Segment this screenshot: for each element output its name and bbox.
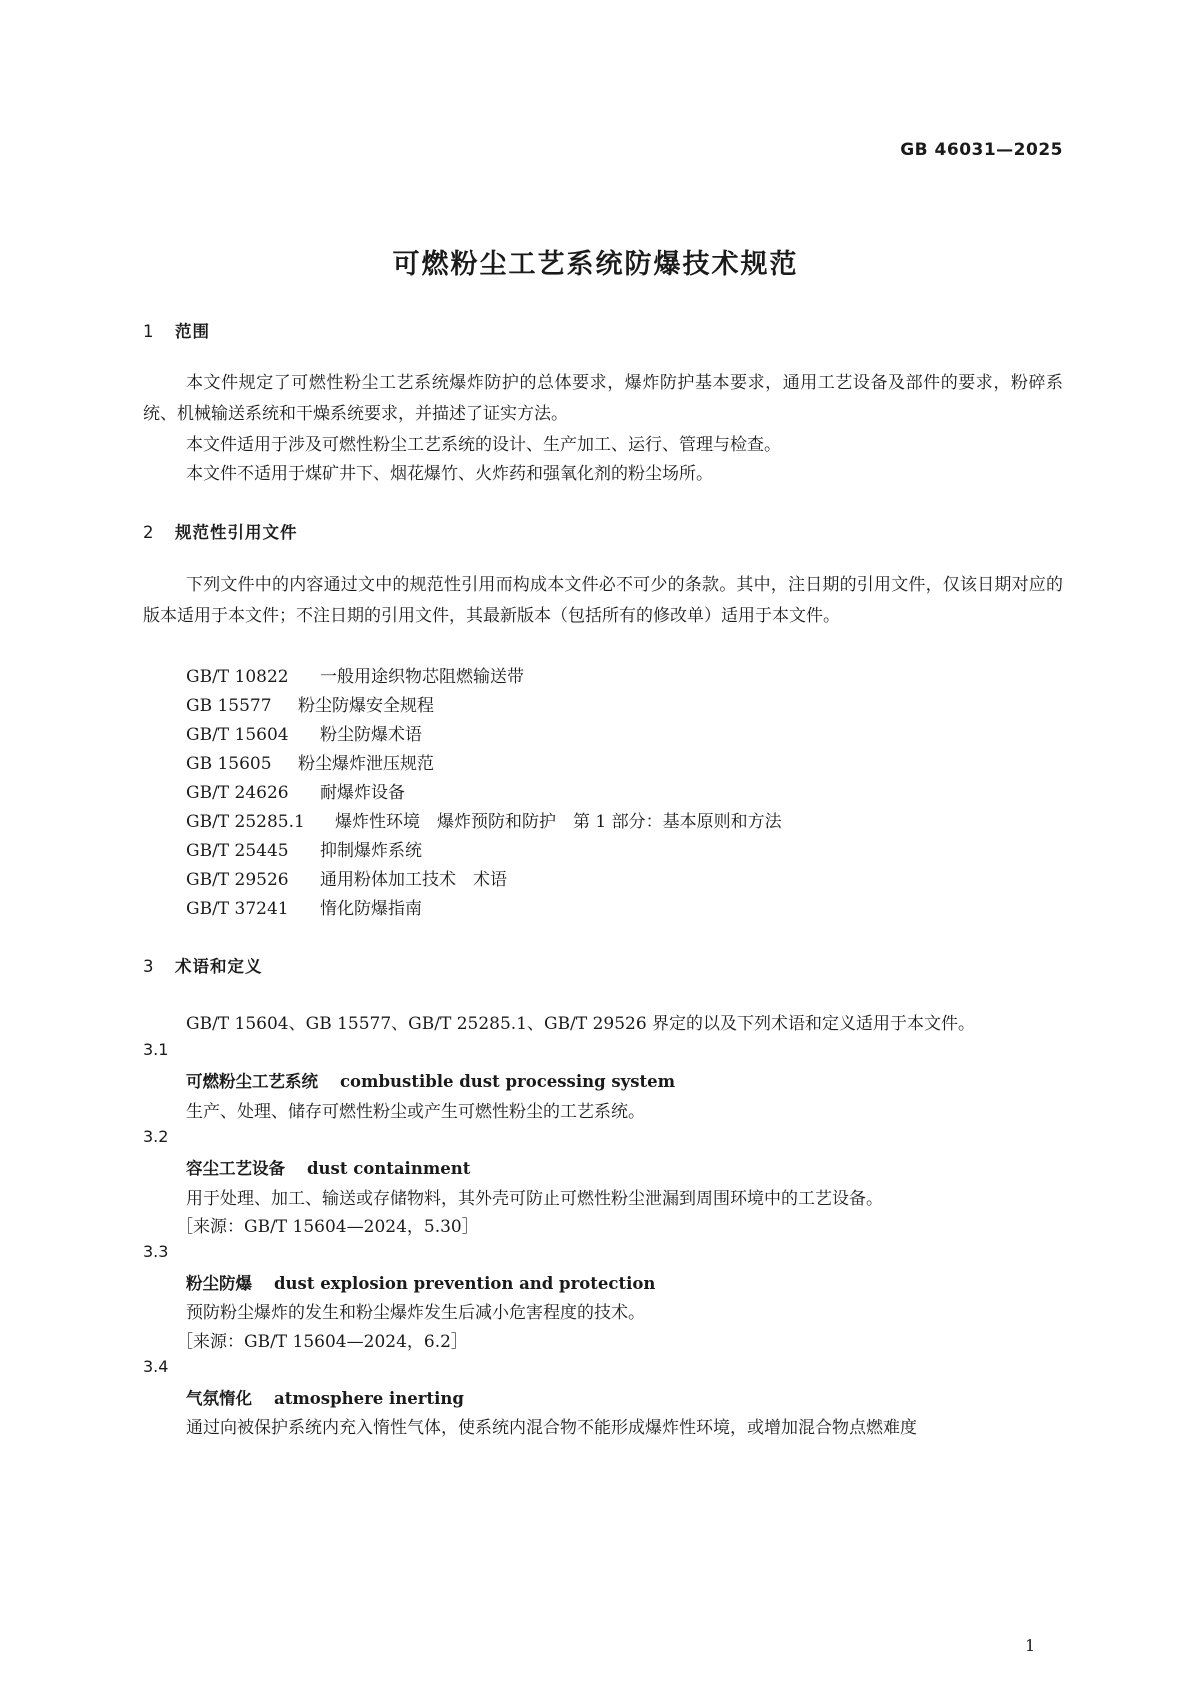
section-1-paragraph-1: 本文件规定了可燃性粉尘工艺系统爆炸防护的总体要求，爆炸防护基本要求，通用工艺设备及部件的要求，粉碎系统、机械输送系统和干燥系统要求，并描述了证实方法。: [143, 373, 1063, 424]
term-source: ［来源：GB/T 15604—2024，5.30］: [176, 1217, 479, 1237]
term-number: 3.3: [143, 1242, 169, 1261]
term-definition: 生产、处理、储存可燃性粉尘或产生可燃性粉尘的工艺系统。: [186, 1102, 645, 1122]
term-definition: 预防粉尘爆炸的发生和粉尘爆炸发生后减小危害程度的技术。: [186, 1303, 645, 1323]
section-1-heading: [143, 318, 210, 342]
section-title: 规范性引用文件: [175, 523, 298, 542]
term-source: ［来源：GB/T 15604—2024，6.2］: [176, 1332, 468, 1352]
term-name: 气氛惰化 atmosphere inerting: [186, 1389, 464, 1408]
term-definition: 用于处理、加工、输送或存储物料，其外壳可防止可燃性粉尘泄漏到周围环境中的工艺设备。: [186, 1189, 883, 1209]
section-3-heading: [143, 953, 263, 977]
section-number: 3: [143, 957, 155, 976]
reference-item: GB 15577 粉尘防爆安全规程: [186, 696, 434, 716]
reference-item: GB/T 25285.1 爆炸性环境 爆炸预防和防护 第 1 部分：基本原则和方法: [186, 812, 782, 832]
section-1-paragraph-2: 本文件适用于涉及可燃性粉尘工艺系统的设计、生产加工、运行、管理与检查。: [186, 435, 781, 455]
term-definition: 通过向被保护系统内充入惰性气体，使系统内混合物不能形成爆炸性环境，或增加混合物点燃难度: [186, 1418, 917, 1438]
section-title: 范围: [175, 322, 210, 341]
reference-item: GB/T 10822 一般用途织物芯阻燃输送带: [186, 667, 524, 687]
term-number: 3.4: [143, 1357, 169, 1376]
page-number: 1: [1025, 1636, 1036, 1655]
reference-item: GB/T 37241 惰化防爆指南: [186, 899, 422, 919]
reference-item: GB/T 29526 通用粉体加工技术 术语: [186, 870, 507, 890]
section-2-intro: 下列文件中的内容通过文中的规范性引用而构成本文件必不可少的条款。其中，注日期的引用文件，仅该日期对应的版本适用于本文件；不注日期的引用文件，其最新版本（包括所有的修改单）适用于本文件。: [143, 575, 1063, 626]
section-number: 2: [143, 523, 155, 542]
reference-item: GB/T 25445 抑制爆炸系统: [186, 841, 422, 861]
term-name: 粉尘防爆 dust explosion prevention and protection: [186, 1274, 656, 1293]
term-name: 可燃粉尘工艺系统 combustible dust processing system: [186, 1072, 676, 1091]
section-2-heading: [143, 519, 298, 543]
reference-item: GB 15605 粉尘爆炸泄压规范: [186, 754, 434, 774]
standard-number: GB 46031—2025: [900, 140, 1063, 160]
section-3-intro: GB/T 15604、GB 15577、GB/T 25285.1、GB/T 29526 界定的以及下列术语和定义适用于本文件。: [186, 1014, 976, 1034]
section-title: 术语和定义: [175, 957, 263, 976]
section-1-paragraph-3: 本文件不适用于煤矿井下、烟花爆竹、火炸药和强氧化剂的粉尘场所。: [186, 464, 713, 484]
section-number: 1: [143, 322, 155, 341]
reference-item: GB/T 15604 粉尘防爆术语: [186, 725, 422, 745]
reference-item: GB/T 24626 耐爆炸设备: [186, 783, 405, 803]
term-number: 3.2: [143, 1127, 169, 1146]
term-number: 3.1: [143, 1040, 169, 1059]
term-name: 容尘工艺设备 dust containment: [186, 1159, 471, 1178]
document-title: 可燃粉尘工艺系统防爆技术规范: [392, 249, 799, 280]
